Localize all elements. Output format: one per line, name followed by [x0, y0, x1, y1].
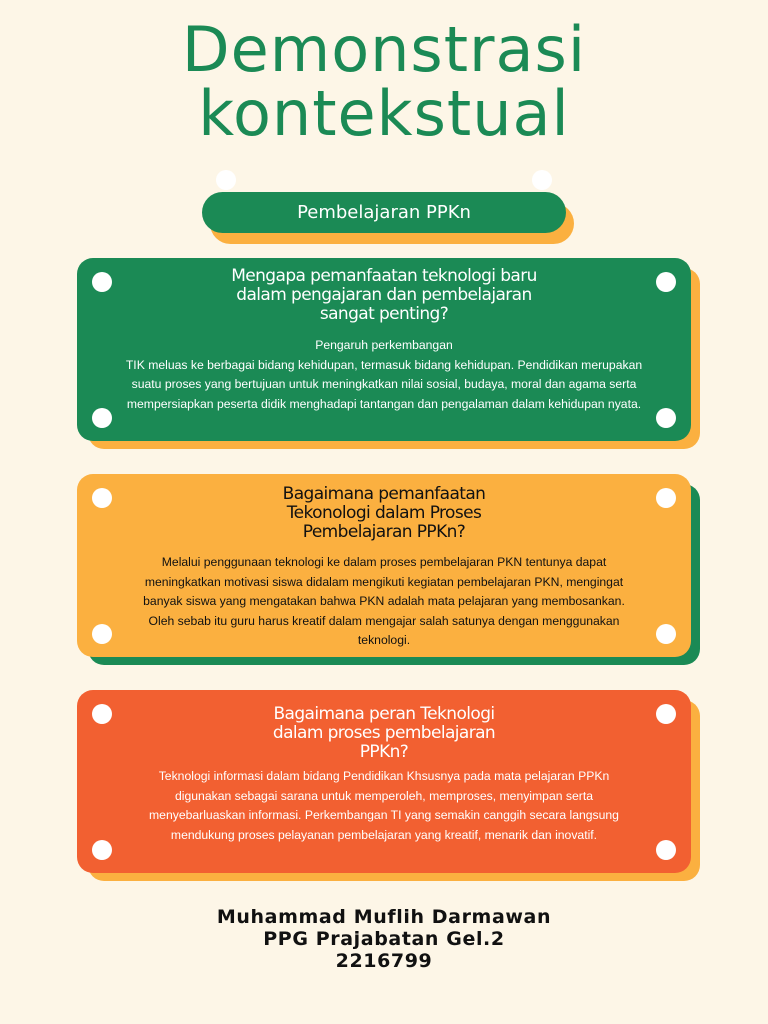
card-title: [177, 705, 591, 762]
page-title-line-1: Demonstrasi: [181, 13, 587, 86]
card-body-line: meningkatkan motivasi siswa didalam mengikuti kegiatan pembelajaran PKN, mengingat: [144, 574, 624, 589]
page-title-line-2: kontekstual: [198, 77, 570, 150]
card-body-line: TIK meluas ke berbagai bidang kehidupan, termasuk bidang kehidupan. Pendidikan merupakan: [125, 357, 643, 372]
card-title-line: Mengapa pemanfaatan teknologi baru: [231, 266, 537, 286]
card-title-line: PPKn?: [359, 742, 409, 762]
card-body-line: Pengaruh perkembangan: [315, 338, 453, 352]
card-body-line: teknologi.: [357, 633, 411, 647]
card-title-line: Bagaimana peran Teknologi: [273, 704, 495, 724]
card-dot: [92, 272, 112, 292]
author-program: PPG Prajabatan Gel.2: [263, 928, 505, 950]
info-card-how: [77, 474, 691, 657]
card-body-line: digunakan sebagai sarana untuk memperoleh, memproses, menyimpan serta: [175, 788, 593, 803]
card-body: [107, 553, 661, 651]
info-card-role: [77, 690, 691, 873]
author-info: [0, 906, 768, 972]
page-title: [0, 13, 768, 150]
card-dot: [656, 272, 676, 292]
card-title-line: dalam pengajaran dan pembelajaran: [236, 285, 532, 305]
info-card-why: [77, 258, 691, 441]
decorative-dot: [216, 170, 236, 190]
card-body-line: banyak siswa yang mengatakan bahwa PKN adalah mata pelajaran yang membosankan.: [143, 594, 625, 608]
card-body-line: mendukung proses pelayanan pembelajaran yang kreatif, menarik dan inovatif.: [170, 827, 598, 842]
card-body-line: Teknologi informasi dalam bidang Pendidikan Khsusnya pada mata pelajaran PPKn: [158, 769, 610, 783]
subject-badge: Pembelajaran PPKn: [202, 192, 566, 233]
card-title-line: Pembelajaran PPKn?: [302, 522, 466, 542]
card-body-line: menyebarluaskan informasi. Perkembangan TI yang semakin canggih secara langsung: [149, 808, 619, 822]
card-dot: [656, 704, 676, 724]
card-body-line: suatu proses yang bertujuan untuk meningkatkan nilai sosial, budaya, moral dan agama serta: [131, 377, 637, 391]
card-title-line: Tekonologi dalam Proses: [286, 503, 482, 523]
card-body: [107, 336, 661, 414]
card-dot: [656, 488, 676, 508]
card-title-line: dalam proses pembelajaran: [272, 723, 496, 743]
author-id: 2216799: [335, 950, 433, 972]
card-body-line: Oleh sebab itu guru harus kreatif dalam mengajar salah satunya dengan menggunakan: [148, 613, 620, 628]
decorative-dot: [532, 170, 552, 190]
card-title-line: sangat penting?: [319, 304, 449, 324]
card-body-line: Melalui penggunaan teknologi ke dalam proses pembelajaran PKN tentunya dapat: [161, 555, 607, 569]
author-name: Muhammad Muflih Darmawan: [216, 906, 552, 928]
card-dot: [92, 488, 112, 508]
card-title: [177, 267, 591, 324]
card-title-line: Bagaimana pemanfaatan: [282, 484, 486, 504]
card-body: [107, 767, 661, 845]
card-dot: [92, 704, 112, 724]
card-body-line: mempersiapkan peserta didik menghadapi tantangan dan pengalaman dalam kehidupan nyata.: [126, 396, 642, 411]
card-title: [177, 485, 591, 542]
